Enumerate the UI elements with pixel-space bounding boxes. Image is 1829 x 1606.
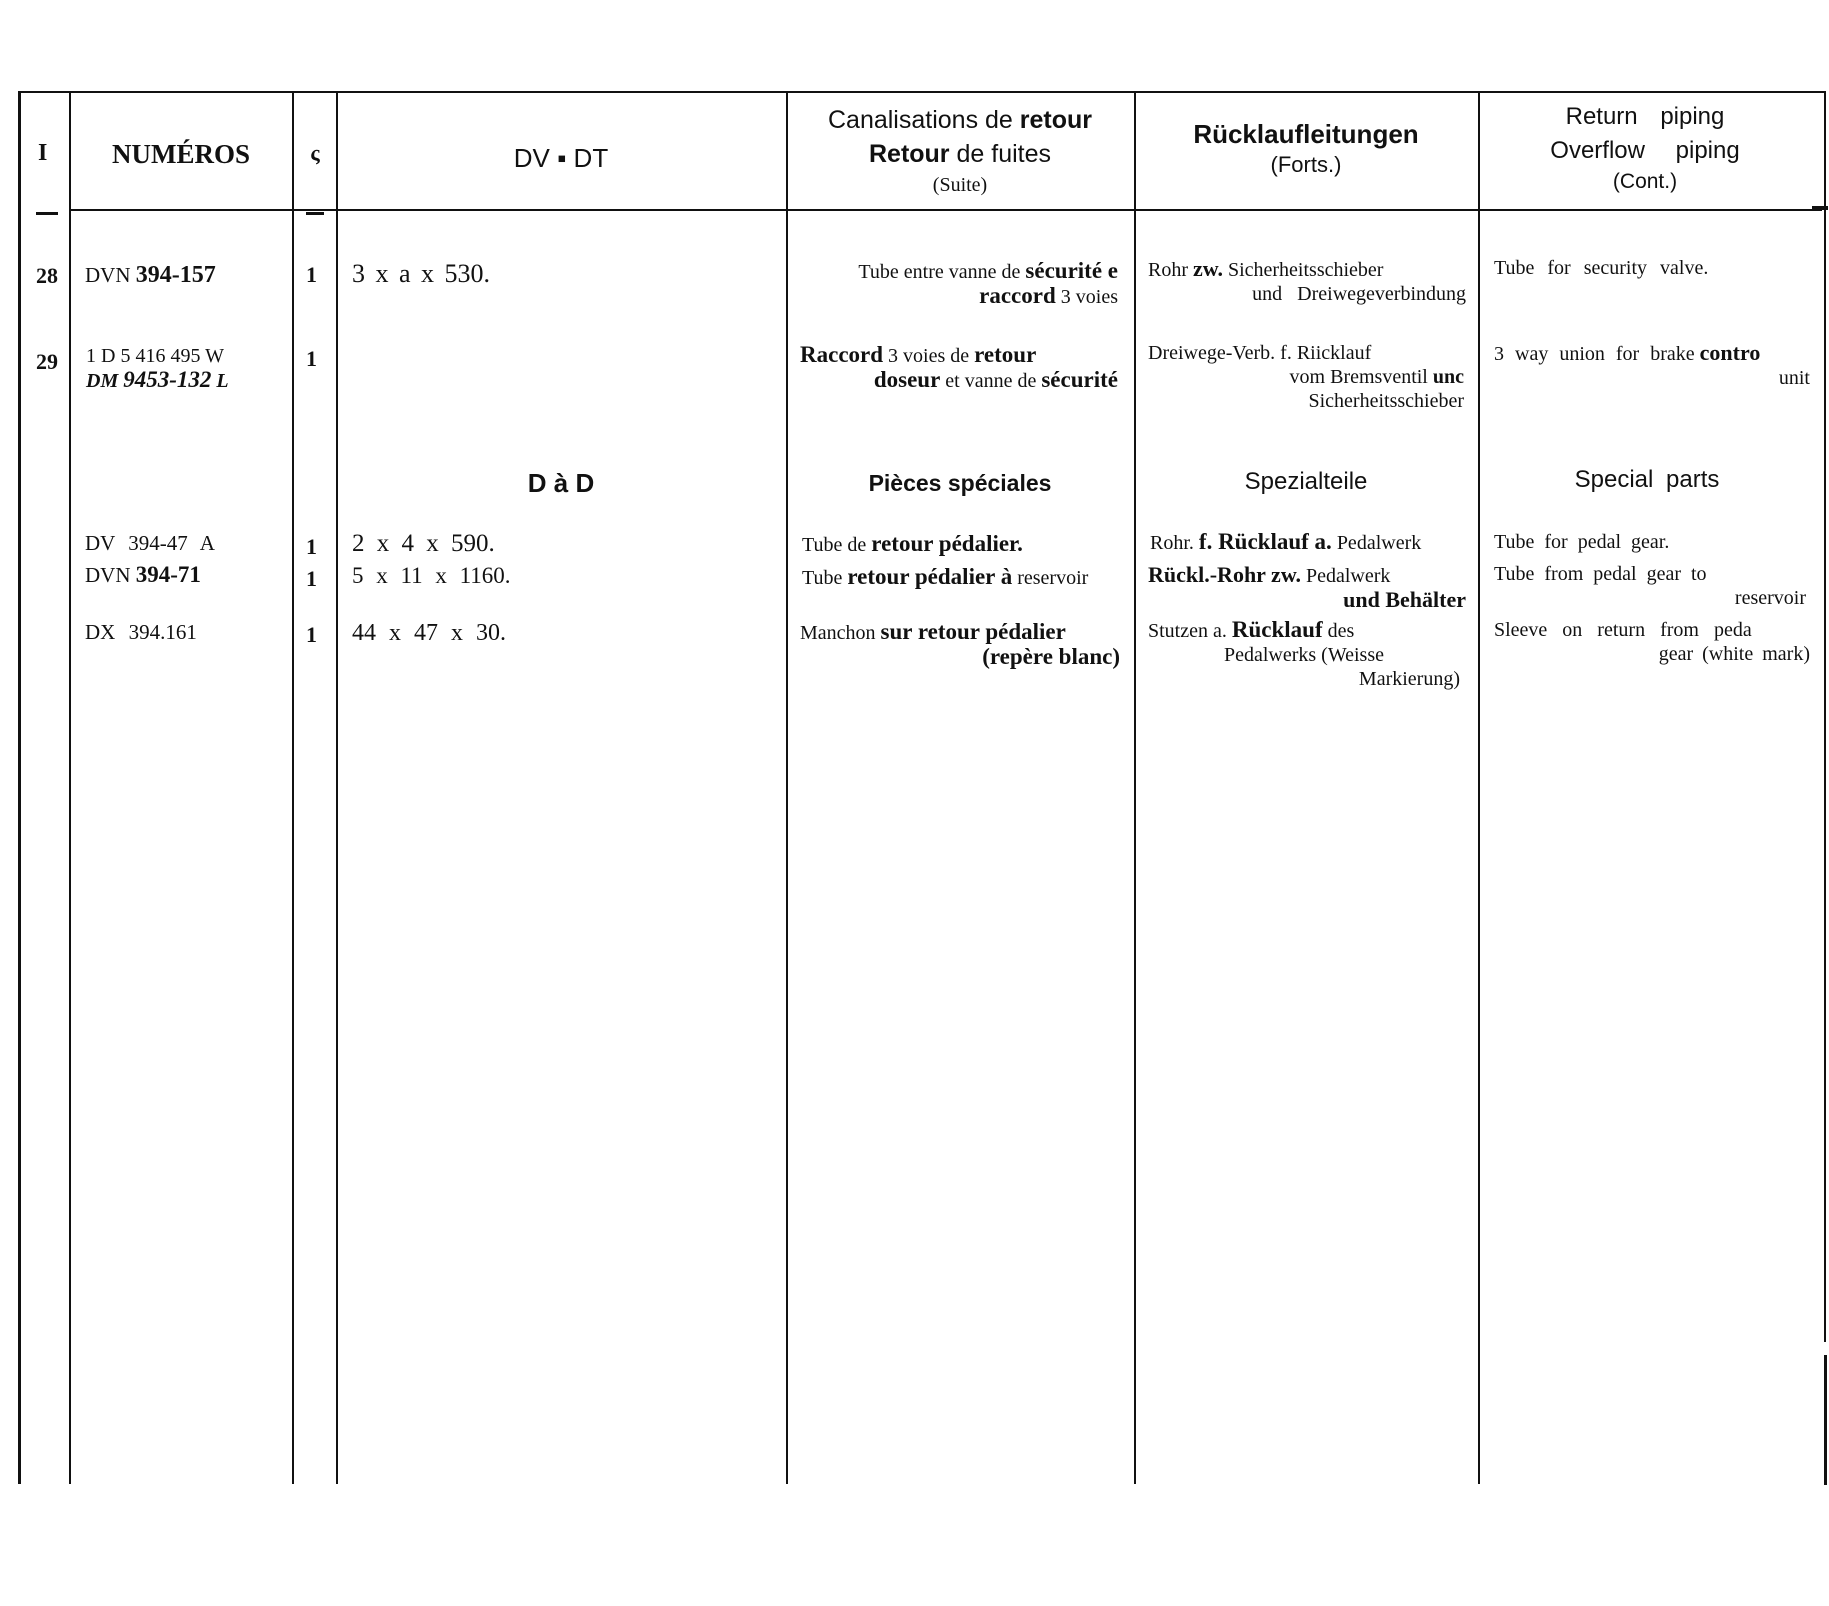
fr-text: Tube entre vanne de [858, 261, 1021, 283]
de-bold-text: zw. [1193, 256, 1223, 281]
de-bold-text: Rücklauf [1231, 617, 1323, 642]
header-numbers: NUMÉROS [111, 139, 250, 169]
fr-bold-text: (repère blanc) [982, 644, 1120, 669]
fr-text: reservoir [1017, 567, 1089, 589]
header-english [1480, 100, 1810, 196]
header-german [1136, 117, 1476, 179]
french-description [802, 532, 1023, 557]
english-description [1494, 562, 1806, 610]
quantity: 1 [306, 566, 317, 591]
header-en-line1: Return piping [1565, 103, 1725, 130]
header-fr-line2a: Retour [868, 140, 950, 168]
header-qty: ς [310, 140, 320, 165]
part-number [85, 262, 216, 289]
section-english: Special parts [1574, 466, 1720, 493]
german-description [1148, 563, 1466, 612]
en-text: Sleeve on return from peda [1494, 619, 1752, 641]
fr-text: 3 voies de [888, 345, 970, 367]
fr-text: Tube [802, 567, 843, 589]
section-german: Spezialteile [1244, 468, 1368, 495]
fr-text: 3 voies [1060, 286, 1118, 308]
de-bold-text: f. Rücklauf a. [1198, 529, 1332, 554]
column-rule-german [1478, 92, 1480, 1484]
header-en-line3: (Cont.) [1612, 170, 1678, 193]
de-text: Sicherheitsschieber [1308, 390, 1464, 412]
part-suffix: L [216, 370, 229, 392]
column-rule-index [69, 92, 71, 1484]
header-fr-line2b: de fuites [956, 140, 1052, 168]
fr-bold-text: Raccord [800, 342, 884, 367]
french-description [802, 565, 1088, 590]
de-text: Stutzen a. [1148, 620, 1227, 642]
english-description: Tube for security valve. [1494, 257, 1709, 279]
de-text: Rohr. [1150, 532, 1194, 554]
section-french: Pièces spéciales [868, 470, 1052, 496]
part-prefix: DVN [85, 263, 131, 287]
fr-bold-text: sécurité e [1025, 258, 1118, 283]
fr-bold-text: raccord [979, 283, 1056, 308]
de-text: und Dreiwegeverbindung [1252, 283, 1466, 305]
de-text: Pedalwerk [1336, 532, 1422, 554]
dimensions: 2 x 4 x 590. [352, 530, 495, 557]
de-text: des [1327, 620, 1355, 642]
part-number: DV 394-47 A [85, 531, 215, 555]
fr-bold-text: doseur [873, 367, 941, 392]
en-text: reservoir [1734, 587, 1806, 609]
en-text: gear (white mark) [1658, 643, 1810, 665]
english-description: Tube for pedal gear. [1494, 531, 1670, 553]
dimensions: 44 x 47 x 30. [352, 620, 506, 646]
header-fr-line3: (Suite) [932, 174, 988, 196]
en-bold-text: contro [1699, 340, 1761, 365]
quantity: 1 [306, 262, 317, 287]
part-code: 394-157 [135, 262, 216, 288]
header-de-line1: Rücklaufleitungen [1193, 119, 1419, 149]
de-bold-text: und Behälter [1343, 587, 1466, 612]
header-de-line2: (Forts.) [1270, 152, 1342, 177]
de-bold-text: unc [1432, 366, 1464, 388]
column-rule-right [1824, 92, 1826, 1342]
fr-bold-text: sur retour pédalier [880, 619, 1066, 644]
fr-text: et vanne de [945, 370, 1037, 392]
de-bold-text: Rückl.-Rohr zw. [1148, 562, 1301, 587]
index-dash-mark [36, 212, 58, 215]
en-text: 3 way union for brake [1494, 343, 1695, 365]
header-bottom-rule [70, 209, 1822, 211]
en-text: unit [1778, 367, 1810, 389]
german-description [1150, 530, 1421, 555]
column-rule-qty [336, 92, 338, 1484]
right-dash-mark [1812, 206, 1828, 210]
part-code: 394-71 [135, 562, 201, 587]
english-description [1494, 618, 1810, 666]
dimensions: 5 x 11 x 1160. [352, 563, 511, 588]
fr-text: Tube de [802, 534, 867, 556]
row-index: 28 [36, 263, 58, 288]
column-rule-model [786, 92, 788, 1484]
column-rule-numbers [292, 92, 294, 1484]
german-description [1148, 257, 1466, 306]
header-en-line2: Overflow piping [1550, 137, 1740, 164]
column-rule-french [1134, 92, 1136, 1484]
header-fr-line1a: Canalisations de [827, 106, 1013, 134]
de-text: Rohr [1148, 259, 1188, 281]
part-code: 9453-132 [123, 367, 212, 392]
row-index: 29 [36, 349, 58, 374]
column-rule-left [18, 92, 21, 1484]
french-description [800, 259, 1118, 309]
de-text: Pedalwerks (Weisse [1223, 644, 1384, 666]
part-number: DX 394.161 [85, 620, 197, 644]
de-text: vom Bremsventil [1289, 366, 1428, 388]
header-model: DV ▪ DT [513, 143, 609, 173]
de-text: Dreiwege-Verb. f. Riicklauf [1148, 342, 1372, 364]
quantity: 1 [306, 622, 317, 647]
english-description [1494, 341, 1810, 390]
header-french [788, 103, 1132, 199]
french-description [800, 620, 1120, 669]
part-number [86, 344, 229, 393]
de-text: Pedalwerk [1306, 565, 1391, 587]
fr-bold-text: sécurité [1041, 367, 1118, 392]
quantity: 1 [306, 534, 317, 559]
section-model: D à D [527, 468, 595, 498]
german-description [1148, 341, 1464, 413]
header-index: I [38, 140, 48, 166]
part-prefix: DVN [85, 563, 131, 587]
header-fr-line1b: retour [1019, 106, 1093, 134]
fr-bold-text: retour [974, 342, 1037, 367]
french-description [800, 343, 1118, 393]
fr-text: Manchon [800, 622, 876, 644]
header-top-rule [18, 91, 1826, 93]
qty-dash-mark [306, 212, 324, 215]
part-number [85, 562, 201, 588]
german-description [1148, 618, 1460, 691]
fr-bold-text: retour pédalier à [847, 564, 1013, 589]
de-text: Markierung) [1358, 668, 1460, 690]
de-text: Sicherheitsschieber [1227, 259, 1384, 281]
quantity: 1 [306, 346, 317, 371]
part-prefix: DM [86, 370, 119, 392]
dimensions: 3 x a x 530. [352, 259, 491, 288]
right-edge-mark [1824, 1355, 1827, 1485]
part-number-primary: 1 D 5 416 495 W [86, 345, 224, 367]
en-text: Tube from pedal gear to [1494, 563, 1707, 585]
fr-bold-text: retour pédalier. [871, 531, 1023, 556]
